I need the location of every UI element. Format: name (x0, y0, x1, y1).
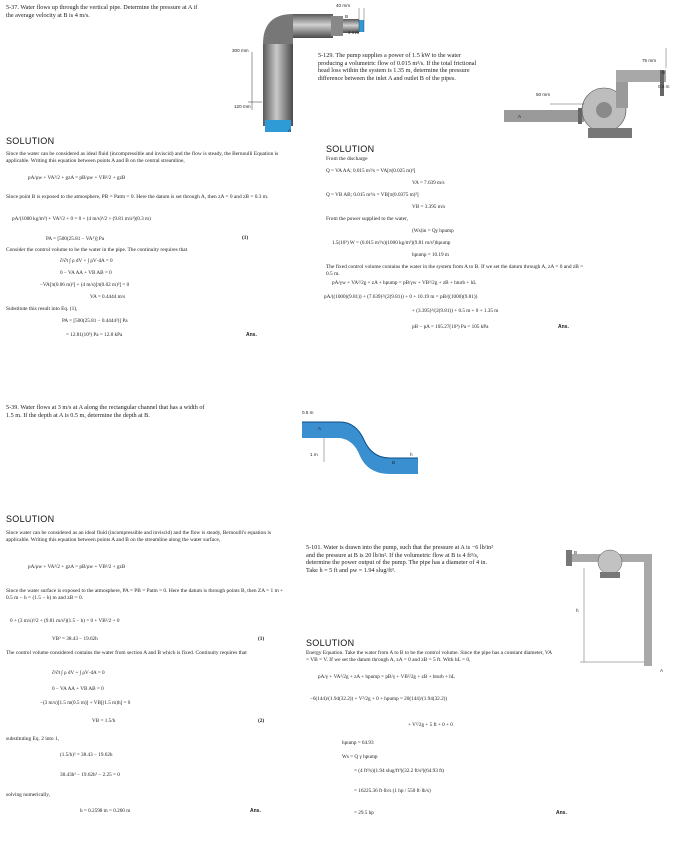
answer-label-3: Ans. (250, 808, 261, 814)
answer-label-4: Ans. (556, 810, 567, 816)
channel-figure (300, 416, 418, 476)
fig-label-a: A (288, 128, 292, 133)
continuity-3-eq: ∂/∂t ∫ ρ dV + ∫ ρV·dA = 0 (52, 670, 105, 676)
problem-5-129-statement: 5-129. The pump supplies a power of 1.5 kW to the water producing a volumetric flow of 0.015 m³/s. If the total frictional head loss within the system is 1.35 m, determine the pressure difference between the inlet A and outlet B of the pipes. (318, 52, 477, 82)
fig-label-a3: A (318, 426, 322, 431)
continuity-eq: ∂/∂t ∫ ρ dV + ∫ ρV·dA = 0 (60, 258, 113, 264)
fig-depth-a: 0.5 m (302, 410, 314, 415)
problem-5-129-panel (312, 44, 674, 374)
from-discharge: From the discharge (326, 156, 368, 162)
energy4-eq-5: Ws = Q γ hpump (342, 754, 378, 760)
energy4-eq-6: = (4 ft³/s)(1.94 slug/ft³)(32.2 ft/s²)(64.93 ft) (354, 768, 445, 774)
eq-pa-expr: PA = [500(25.81 − VA²)] Pa (46, 236, 105, 242)
power-eq-1: (Ws)in = Qγ hpump (412, 228, 454, 234)
solution-text-2: Since point B is exposed to the atmosphere, PB = Patm = 0. Here the datum is set through A, then zA = 0 and zB = 0.3 m. (6, 194, 269, 200)
energy4-eq-8: = 29.5 hp (354, 810, 374, 816)
fig-h120-label: 120 mm (234, 104, 251, 109)
problem-5-101-statement: 5-101. Water is drawn into the pump, such that the pressure at A is −6 lb/in² and the pressure at B is 20 lb/in². If the volumetric flow at B is 4 ft³/s, determine the power output of the pump. The pipe has a diameter of 4 in. Take h = 5 ft and ρw = 1.94 slug/ft³. (306, 544, 494, 574)
fig-label-b: B (345, 14, 349, 19)
eq-number-1b: (1) (258, 636, 265, 642)
power-eq-3: hpump = 10.19 m (412, 252, 449, 258)
answer-label-2: Ans. (558, 324, 569, 330)
problem-5-101-panel (298, 536, 674, 850)
solution-heading-3: SOLUTION (6, 514, 55, 524)
fig-diam-label: 40 mm (336, 3, 351, 8)
cubic-sub: (1.5/h)² = 38.43 − 19.62h (60, 752, 113, 758)
power-eq-2: 1.5(10³) W = (0.015 m³/s)(1000 kg/m³)(9.81 m/s²)hpump (332, 240, 451, 246)
fig-vel-label: 4 m/s (348, 30, 360, 35)
cv-text: The fixed control volume contains the water in the system from A to B. If we set the datum through A, zA = 0 and zB = 0.5 m. (326, 264, 584, 277)
solution-text-3: Consider the control volume to be the water in the pipe. The continuity requires that (6, 247, 188, 253)
problem-5-39-statement: 5-39. Water flows at 3 m/s at A along the rectangular channel that has a width of 1.5 m. If the depth at A is 0.5 m, determine the depth at B. (6, 404, 205, 419)
solution-3-text-5: solving numerically, (6, 792, 50, 798)
cubic-eq: 38.43h³ − 19.62h³ − 2.25 = 0 (60, 772, 120, 778)
energy4-eq-3: + V²/2g + 5 ft + 0 + 0 (408, 722, 453, 728)
pa-result: = 12.81(10³) Pa = 12.8 kPa (66, 332, 123, 338)
energy4-eq-1: pA/γ + VA²/2g + zA + hpump = pB/γ + VB²/2g + zB + hturb + hL (318, 674, 456, 680)
solution-heading-2: SOLUTION (326, 144, 375, 154)
discharge-eq-1: Q = VA AA; 0.015 m³/s = VA[π(0.025 m)²] (326, 168, 416, 174)
fig-label-b4: B (574, 550, 578, 555)
solution-text-4: Substitute this result into Eq. (1), (6, 306, 78, 312)
energy4-eq-2: −6(144)/(1.94(32.2)) + V²/2g + 0 + hpump = 20(144)/(1.94(32.2)) (310, 696, 448, 702)
fig-h: 0.5 m (658, 84, 670, 89)
energy-eq-3: + (3.395)²/(2(9.81)) + 0.5 m + 0 + 1.35 m (412, 308, 499, 314)
discharge-eq-2: VA = 7.639 m/s (412, 180, 445, 186)
fig-drop: 1 m (310, 452, 318, 457)
discharge-eq-4: VB = 3.395 m/s (412, 204, 446, 210)
eq-number-2: (2) (258, 718, 265, 724)
continuity-3-eq-2: 0 − VA AA + VB AB = 0 (52, 686, 104, 692)
answer-label: Ans. (246, 332, 257, 338)
va-result: VA = 0.4444 m/s (90, 294, 126, 300)
problem-5-37-statement: 5-37. Water flows up through the vertical pipe. Determine the pressure at A if the average velocity at B is 4 m/s. (6, 4, 198, 19)
fig-label-a2: A (518, 114, 522, 119)
solution-3-text-1: Since water can be considered as an ideal fluid (incompressible and inviscid) and the flow is steady, Bernoulli's equation is applicable. Writing this equation between points A and B on the streamline along the water surface, (6, 530, 271, 543)
fig-d-in: 50 mm (536, 92, 551, 97)
eq-substituted: pA/(1000 kg/m³) + VA²/2 + 0 = 0 + (4 m/s)²/2 + (9.81 m/s²)(0.3 m) (12, 216, 151, 222)
pump-pipe-figure (566, 540, 670, 674)
fig-h4: h (576, 608, 579, 613)
fig-d-out: 75 mm (642, 58, 657, 63)
energy4-eq-4: hpump = 64.93 (342, 740, 374, 746)
continuity-3-eq-3: −(3 m/s)[1.5 m(0.5 m)] + VB[(1.5 m)h] = 0 (40, 700, 131, 706)
bernoulli-eq: pA/ρw + VA²/2 + gzA = pB/ρw + VB²/2 + gzB (28, 175, 126, 181)
from-power: From the power supplied to the water, (326, 216, 408, 222)
energy-eq-2: pA/((1000)(9.81)) + (7.639)²/(2(9.81)) + 0 + 10.19 m = pB/((1000)(9.81)) (324, 294, 478, 300)
solution-3-text-2: Since the water surface is exposed to the atmosphere, PA = PB = Patm = 0. Here the datum is through points B, then ZA = 1 m + 0.5 m − h = (1.5 − h) m and zB = 0. (6, 588, 284, 601)
continuity-eq-3: −VA[π(0.06 m)²] + (4 m/s)[π(0.02 m)²] = 0 (40, 282, 130, 288)
h-result: h = 0.2598 m = 0.260 m (80, 808, 131, 814)
solution-heading-4: SOLUTION (306, 638, 355, 648)
solution-3-text-3: The control volume considered contains the water from section A and B which is fixed. Continuity requires that (6, 650, 247, 656)
pa-eq: PA = [500(25.81 − 0.4444²)] Pa (62, 318, 128, 324)
fig-h300-label: 300 mm (232, 48, 249, 53)
fig-label-b2: B (662, 70, 666, 75)
solution-3-text-4: substituting Eq. 2 into 1, (6, 736, 60, 742)
vb-result: VB = 1.5/h (92, 718, 116, 724)
discharge-eq-3: Q = VB AB; 0.015 m³/s = VB[π(0.0375 m)²] (326, 192, 419, 198)
solution-text-1: Since the water can be considered as ideal fluid (incompressible and inviscid) and the flow is steady, the Bernoulli Equation is applicable. Writing this equation between points A and B on the central streamline, (6, 151, 279, 164)
fig-label-b3: B (392, 460, 396, 465)
bernoulli-eq-3: pA/ρw + VA²/2 + gzA = pB/ρw + VB²/2 + gzB (28, 564, 126, 570)
solution-4-text-1: Energy Equation. Take the water from A to B to be the control volume. Since the pipe has a constant diameter, VA = VB = V. If we set the datum through A, zA = 0 and zB = 5 ft. With hL = 0, (306, 650, 552, 663)
continuity-eq-2: 0 − VA AA + VB AB = 0 (60, 270, 112, 276)
eq-3-sub: 0 + (3 m/s)²/2 + (9.81 m/s²)(1.5 − h) = 0 + VB²/2 + 0 (10, 618, 120, 624)
eq-3-vb2: VB² = 38.43 − 19.62h (52, 636, 98, 642)
eq-number-1: (1) (242, 235, 249, 241)
fig-depth-b: h (410, 452, 413, 457)
energy-result: pB − pA = 105.27(10³) Pa = 105 kPa (412, 324, 489, 330)
fig-label-a4: A (660, 668, 664, 673)
energy4-eq-7: = 16225.36 ft·lb/s (1 hp / 550 ft·lb/s) (354, 788, 431, 794)
energy-eq-1: pA/γw + VA²/2g + zA + hpump = pB/γw + VB²/2g + zB + hturb + hL (332, 280, 477, 286)
solution-heading: SOLUTION (6, 136, 55, 146)
